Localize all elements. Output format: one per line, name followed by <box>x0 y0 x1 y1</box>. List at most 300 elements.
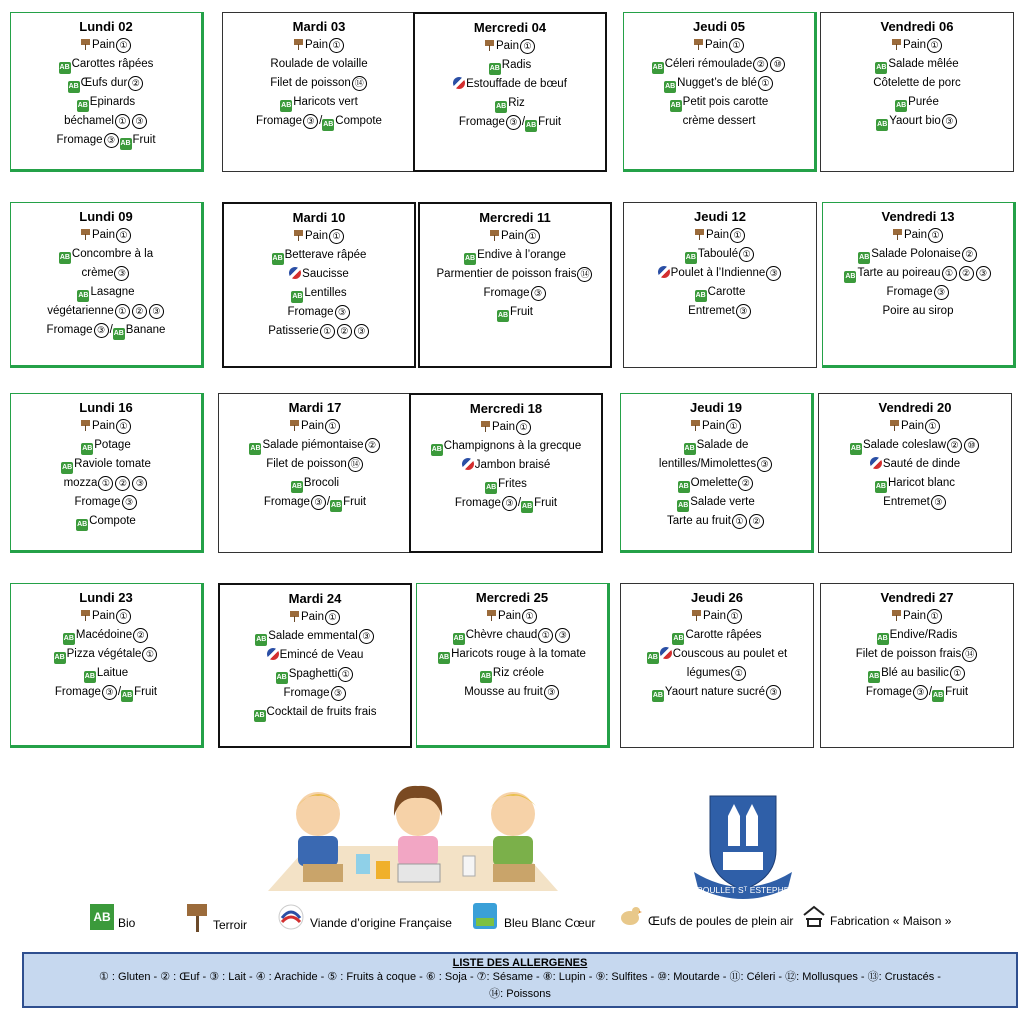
day-card <box>818 393 1012 553</box>
menu-item <box>415 418 597 437</box>
legend-terroir <box>185 902 247 932</box>
menu-item <box>823 436 1007 455</box>
terroir-sign-icon <box>185 902 209 932</box>
day-title: Jeudi 26 <box>690 590 744 605</box>
terroir-icon <box>694 228 705 240</box>
separator: / <box>326 496 331 508</box>
day-title: Jeudi 12 <box>693 209 747 224</box>
svg-text:ROULLET Sᵀ ESTEPHE: ROULLET Sᵀ ESTEPHE <box>696 885 790 895</box>
allergen-badge: ③ <box>303 114 318 129</box>
bio-icon: AB <box>684 443 696 455</box>
menu-item-text: Œufs dur <box>80 77 128 89</box>
menu-item-text: Endive à l’orange <box>477 249 566 261</box>
menu-item-text: Omelette <box>690 477 738 489</box>
menu-item-text: Pain <box>497 610 522 622</box>
menu-item-text: légumes <box>686 667 731 679</box>
menu-item <box>424 303 606 322</box>
menu-item-text: Filet de poisson <box>270 77 351 89</box>
menu-item <box>224 703 406 722</box>
menu-item <box>825 74 1009 93</box>
menu-item-text: lentilles/Mimolettes <box>658 458 757 470</box>
day-card <box>820 12 1014 172</box>
legend-terroir-label: Terroir <box>213 918 248 932</box>
menu-item <box>827 283 1009 302</box>
allergen-badge: ② <box>133 628 148 643</box>
allergen-badge: ① <box>116 419 131 434</box>
menu-item-text: Tarte au fruit <box>667 515 731 527</box>
menu-item-text: Nugget’s de blé <box>677 77 757 89</box>
menu-item-text: Haricot blanc <box>887 477 956 489</box>
menu-item-text: Pain <box>491 421 516 433</box>
allergen-badge: ③ <box>335 305 350 320</box>
day-card <box>10 202 204 368</box>
day-card <box>218 393 412 553</box>
menu-item-text: Fruit <box>945 686 969 698</box>
menu-item-text: Salade Polonaise <box>871 248 961 260</box>
separator: / <box>319 115 323 127</box>
menu-item-text: Pain <box>495 40 520 52</box>
menu-item <box>421 683 603 702</box>
menu-item <box>625 455 807 474</box>
menu-item <box>228 246 410 265</box>
allergen-badge: ③ <box>736 304 751 319</box>
menu-item-text: Laitue <box>96 667 129 679</box>
day-card <box>620 583 814 748</box>
allergen-badge: ① <box>525 229 540 244</box>
menu-item-text: Fromage <box>458 116 505 128</box>
menu-item-text: Macédoine <box>75 629 133 641</box>
bio-icon: AB <box>113 328 125 340</box>
menu-item-text: Poulet à l’Indienne <box>670 267 766 279</box>
menu-item-text: Fruit <box>134 686 158 698</box>
legend-bio <box>90 904 135 930</box>
day-card <box>418 202 612 368</box>
bio-icon: AB <box>81 443 93 455</box>
menu-item <box>628 226 812 245</box>
menu-item <box>223 417 407 436</box>
menu-item-text: Entremet <box>688 305 735 317</box>
menu-item-text: Compote <box>89 515 136 527</box>
terroir-icon <box>293 229 304 241</box>
menu-item <box>224 627 406 646</box>
menu-item <box>628 264 812 283</box>
menu-item <box>625 417 807 436</box>
day-title: Vendredi 13 <box>881 209 955 224</box>
separator: / <box>928 686 933 698</box>
menu-item-text: végétarienne <box>47 305 114 317</box>
menu-item <box>628 36 810 55</box>
bio-icon: AB <box>877 633 889 645</box>
menu-item <box>15 417 197 436</box>
menu-item-text: Fruit <box>538 116 562 128</box>
allergen-badge: ③ <box>942 114 957 129</box>
menu-item-text: Fruit <box>534 497 558 509</box>
menu-item <box>825 55 1009 74</box>
day-card <box>820 583 1014 748</box>
menu-item <box>15 36 197 55</box>
allergen-badge: ① <box>142 647 157 662</box>
menu-item-text: Emincé de Veau <box>279 649 364 661</box>
allergen-badge: ② <box>365 438 380 453</box>
menu-item-text: Mousse au fruit <box>464 686 543 698</box>
terroir-icon <box>289 419 300 431</box>
allergen-badge: ① <box>325 610 340 625</box>
menu-item <box>415 437 597 456</box>
menu-item <box>15 626 197 645</box>
bio-icon: AB <box>858 252 870 264</box>
terroir-icon <box>691 609 702 621</box>
menu-item-text: Banane <box>125 324 166 336</box>
allergen-badge: ① <box>925 419 940 434</box>
terroir-icon <box>693 38 704 50</box>
menu-item <box>15 455 197 474</box>
viande-francaise-icon <box>278 904 304 930</box>
viande-icon <box>289 267 301 279</box>
bio-icon: AB <box>272 253 284 265</box>
menu-item <box>15 683 197 702</box>
day-title: Jeudi 19 <box>689 400 743 415</box>
menu-item-text: Pain <box>304 230 329 242</box>
allergen-badge: ① <box>329 38 344 53</box>
menu-item-text: Fromage <box>865 686 912 698</box>
terroir-icon <box>489 229 500 241</box>
day-card <box>416 583 610 748</box>
legend-maison <box>802 904 951 928</box>
menu-item <box>15 245 197 264</box>
viande-icon <box>660 647 672 659</box>
bio-icon: AB <box>431 444 443 456</box>
menu-item <box>628 93 810 112</box>
bio-icon: AB <box>875 62 887 74</box>
bio-icon: AB <box>322 119 334 131</box>
menu-item <box>415 475 597 494</box>
menu-item <box>625 645 809 664</box>
legend-viande-label: Viande d’origine Française <box>310 916 452 930</box>
menu-item-text: Concombre à la <box>71 248 154 260</box>
bio-icon: AB <box>489 63 501 75</box>
menu-item <box>15 645 197 664</box>
menu-item <box>227 93 411 112</box>
allergen-badge: ③ <box>506 115 521 130</box>
menu-item <box>823 474 1007 493</box>
viande-icon <box>658 266 670 278</box>
bio-icon: AB <box>664 81 676 93</box>
menu-item-text: Petit pois carotte <box>682 96 769 108</box>
allergens-title: LISTE DES ALLERGENES <box>452 957 588 969</box>
allergen-badge: ① <box>928 228 943 243</box>
day-title: Mercredi 04 <box>473 20 547 35</box>
menu-item <box>424 227 606 246</box>
menu-item-text: Fromage <box>483 287 530 299</box>
allergen-badge: ② <box>749 514 764 529</box>
menu-item-text: Fruit <box>343 496 367 508</box>
allergen-badge: ① <box>320 324 335 339</box>
menu-item-text: Céleri rémoulade <box>664 58 753 70</box>
menu-item <box>823 493 1007 512</box>
bio-icon: AB <box>932 690 944 702</box>
menu-item-text: Pizza végétale <box>66 648 142 660</box>
menu-item <box>15 226 197 245</box>
menu-item-text: Pain <box>902 610 927 622</box>
terroir-icon <box>80 419 91 431</box>
menu-item <box>223 455 407 474</box>
bio-icon: AB <box>77 290 89 302</box>
bio-icon: AB <box>480 671 492 683</box>
menu-item <box>628 55 810 74</box>
menu-item-text: Sauté de dinde <box>882 458 961 470</box>
menu-item-text: Pain <box>91 610 116 622</box>
menu-item-text: Pain <box>500 230 525 242</box>
allergen-badge: ① <box>726 419 741 434</box>
day-card <box>10 12 204 172</box>
menu-item <box>224 646 406 665</box>
menu-item-text: Fromage <box>263 496 310 508</box>
day-card <box>822 202 1016 368</box>
day-title: Vendredi 27 <box>880 590 954 605</box>
day-card <box>620 393 814 553</box>
terroir-icon <box>486 609 497 621</box>
allergen-badge: ③ <box>531 286 546 301</box>
allergen-badge: ① <box>329 229 344 244</box>
allergen-badge: ② <box>337 324 352 339</box>
bio-icon: AB <box>249 443 261 455</box>
menu-item-text: Salade verte <box>690 496 755 508</box>
bio-icon: AB <box>678 481 690 493</box>
menu-item <box>15 264 197 283</box>
bio-icon: AB <box>875 481 887 493</box>
menu-item <box>419 94 601 113</box>
menu-item <box>825 93 1009 112</box>
menu-item <box>223 436 407 455</box>
allergen-badge: ③ <box>114 266 129 281</box>
menu-item <box>15 512 197 531</box>
menu-item-text: crème dessert <box>682 115 756 127</box>
allergen-badge: ① <box>115 304 130 319</box>
menu-item <box>415 494 597 513</box>
menu-item <box>419 56 601 75</box>
allergen-badge: ② <box>738 476 753 491</box>
bio-icon: AB <box>677 500 689 512</box>
menu-item <box>15 112 197 131</box>
viande-icon <box>462 458 474 470</box>
allergen-badge: ⑩ <box>770 57 785 72</box>
menu-item-text: Chèvre chaud <box>465 629 538 641</box>
day-title: Mardi 24 <box>288 591 342 606</box>
legend-bbc-label: Bleu Blanc Cœur <box>504 916 596 930</box>
menu-item-text: Salade piémontaise <box>262 439 364 451</box>
allergens-line-2: ⑭: Poissons <box>489 988 551 1000</box>
menu-item <box>628 283 812 302</box>
menu-item <box>421 664 603 683</box>
menu-item-text: Spaghetti <box>288 668 338 680</box>
terroir-icon <box>80 228 91 240</box>
menu-item-text: Fromage <box>283 687 330 699</box>
menu-item <box>825 36 1009 55</box>
menu-item-text: Lasagne <box>90 286 135 298</box>
menu-item <box>421 626 603 645</box>
legend-viande <box>278 904 452 930</box>
menu-item <box>224 608 406 627</box>
allergens-box <box>22 952 1018 1008</box>
menu-item <box>227 112 411 131</box>
menu-item-text: Pain <box>702 610 727 622</box>
menu-item-text: Epinards <box>89 96 136 108</box>
terroir-icon <box>480 420 491 432</box>
menu-item-text: Betterave râpée <box>284 249 367 261</box>
menu-item <box>15 55 197 74</box>
separator: / <box>117 686 122 698</box>
allergen-badge: ① <box>727 609 742 624</box>
allergen-badge: ③ <box>913 685 928 700</box>
menu-item-text: Salade emmental <box>268 630 358 642</box>
day-title: Mardi 03 <box>292 19 346 34</box>
menu-item <box>15 283 197 302</box>
allergen-badge: ③ <box>359 629 374 644</box>
menu-item <box>421 607 603 626</box>
allergen-badge: ① <box>942 266 957 281</box>
allergen-badge: ③ <box>757 457 772 472</box>
menu-item-text: béchamel <box>64 115 114 127</box>
allergen-badge: ① <box>115 114 130 129</box>
menu-item <box>625 626 809 645</box>
menu-item-text: Pain <box>300 611 325 623</box>
menu-item-text: Patisserie <box>268 325 319 337</box>
menu-item <box>15 436 197 455</box>
bio-icon: AB <box>254 710 266 722</box>
legend <box>80 900 980 944</box>
menu-item <box>825 607 1009 626</box>
menu-item <box>224 684 406 703</box>
legend-oeufs <box>618 904 793 928</box>
legend-bio-label: Bio <box>118 916 136 930</box>
allergen-badge: ② <box>962 247 977 262</box>
allergen-badge: ① <box>338 667 353 682</box>
bio-icon: AB <box>59 62 71 74</box>
menu-item-text: Jambon braisé <box>474 459 551 471</box>
menu-item-text: Pain <box>900 420 925 432</box>
viande-icon <box>267 648 279 660</box>
bio-icon: AB <box>521 501 533 513</box>
menu-item <box>224 665 406 684</box>
terroir-icon <box>289 610 300 622</box>
menu-item <box>15 93 197 112</box>
separator: / <box>521 116 526 128</box>
bio-icon: AB <box>68 81 80 93</box>
day-title: Mercredi 11 <box>479 210 551 225</box>
legend-bbc <box>472 902 595 930</box>
bio-icon: AB <box>291 481 303 493</box>
allergen-badge: ② <box>132 304 147 319</box>
menu-item-text: Estouffade de bœuf <box>466 78 567 90</box>
allergen-badge: ③ <box>934 285 949 300</box>
bio-icon: AB <box>255 634 267 646</box>
menu-item-text: Compote <box>335 115 382 127</box>
bio-icon: AB <box>120 138 132 150</box>
menu-item-text: Roulade de volaille <box>270 58 368 70</box>
bio-icon: AB <box>868 671 880 683</box>
viande-icon <box>870 457 882 469</box>
menu-item-text: Salade coleslaw <box>862 439 947 451</box>
bio-icon: AB <box>276 672 288 684</box>
day-card <box>413 12 607 172</box>
allergen-badge: ③ <box>149 304 164 319</box>
bio-icon: AB <box>876 119 888 131</box>
allergen-badge: ③ <box>555 628 570 643</box>
menu-item-text: Fromage <box>886 286 933 298</box>
allergen-badge: ⑭ <box>577 267 592 282</box>
bio-icon: AB <box>59 252 71 264</box>
allergen-badge: ③ <box>132 476 147 491</box>
allergen-badge: ① <box>927 38 942 53</box>
menu-item-text: Haricots rouge à la tomate <box>451 648 586 660</box>
day-card <box>623 12 817 172</box>
bio-icon: AB <box>850 443 862 455</box>
bio-icon: AB <box>438 652 450 664</box>
menu-item-text: Brocoli <box>303 477 340 489</box>
menu-item-text: Fromage <box>54 686 101 698</box>
bio-icon: AB <box>453 633 465 645</box>
menu-item <box>15 74 197 93</box>
allergen-badge: ③ <box>102 685 117 700</box>
separator: / <box>109 324 113 336</box>
menu-item-text: crème <box>81 267 114 279</box>
day-card <box>623 202 817 368</box>
allergen-badge: ① <box>730 228 745 243</box>
allergen-badge: ① <box>927 609 942 624</box>
allergen-badge: ① <box>522 609 537 624</box>
menu-item-text: Purée <box>908 96 939 108</box>
menu-item <box>228 265 410 284</box>
menu-item-text: Radis <box>501 59 532 71</box>
menu-item <box>424 284 606 303</box>
allergen-badge: ① <box>729 38 744 53</box>
menu-item <box>421 645 603 664</box>
separator: / <box>517 497 522 509</box>
day-card <box>409 393 603 553</box>
menu-item <box>228 303 410 322</box>
bio-icon: AB <box>647 652 659 664</box>
terroir-icon <box>690 419 701 431</box>
menu-item <box>227 74 411 93</box>
menu-item-text: Poire au sirop <box>882 305 954 317</box>
menu-item-text: Salade mêlée <box>888 58 959 70</box>
menu-item-text: Pain <box>704 39 729 51</box>
allergen-badge: ③ <box>544 685 559 700</box>
day-card <box>222 12 416 172</box>
allergen-badge: ① <box>739 247 754 262</box>
day-title: Mercredi 25 <box>475 590 549 605</box>
bio-icon: AB <box>84 671 96 683</box>
menu-item <box>628 74 810 93</box>
allergen-badge: ① <box>538 628 553 643</box>
menu-item <box>625 493 807 512</box>
allergen-badge: ① <box>732 514 747 529</box>
menu-item <box>625 512 807 531</box>
menu-item-text: Saucisse <box>302 268 349 280</box>
viande-icon <box>453 77 465 89</box>
menu-item-text: Endive/Radis <box>889 629 958 641</box>
day-title: Lundi 16 <box>79 400 133 415</box>
menu-item-text: Fruit <box>510 306 533 318</box>
menu-item <box>825 626 1009 645</box>
menu-item-text: Pain <box>902 39 927 51</box>
allergen-badge: ③ <box>766 266 781 281</box>
menu-item <box>628 245 812 264</box>
menu-item-text: Haricots vert <box>293 96 358 108</box>
menu-item <box>625 664 809 683</box>
day-title: Vendredi 20 <box>878 400 952 415</box>
allergen-badge: ① <box>516 420 531 435</box>
